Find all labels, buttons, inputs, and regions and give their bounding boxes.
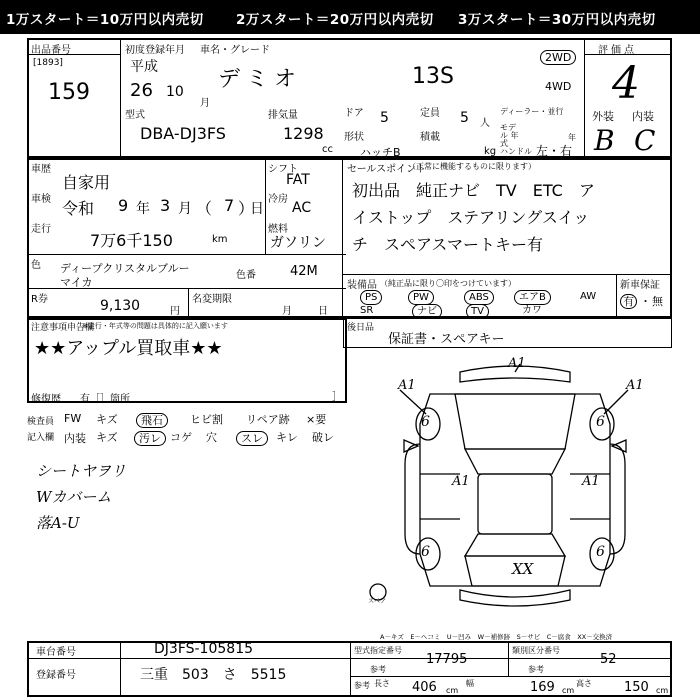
equipment-item: PS [360, 290, 382, 305]
inspector-row1-prefix: FW [64, 412, 82, 425]
inspector-item: ×要 [306, 413, 327, 426]
auction-header-banner [0, 0, 700, 34]
height-unit: cm [656, 686, 669, 695]
reg-month: 10 [166, 84, 184, 100]
height-label: 高さ [576, 679, 592, 688]
tire-mark-rear-left: 6 [421, 544, 430, 560]
repair-history-end: ］箇所 [100, 394, 130, 405]
shift-value: FAT [286, 172, 310, 188]
inspection-day-unit: 日 [250, 201, 264, 217]
drive-2wd: 2WD [540, 50, 576, 65]
options-label: 後日品 [347, 323, 375, 333]
width-value: 169 [530, 680, 555, 695]
fuel-value: ガソリン [270, 235, 326, 251]
car-name-label: 車名・グレード [200, 45, 270, 56]
exterior-label: 外装 [592, 110, 614, 123]
shape-value: ハッチB [360, 146, 401, 159]
start-rule-3: 3万スタート＝30万円以内売切 [458, 12, 656, 28]
chassis-label: 車台番号 [36, 647, 76, 658]
damage-mark-left-door: A1 [452, 474, 470, 489]
equipment-item: ABS [464, 290, 494, 305]
usage-label: 車歴 [31, 164, 51, 175]
start-rule-2: 2万スタート＝20万円以内売切 [236, 12, 434, 28]
equipment-note: （純正品に限り〇印をつけています） [380, 279, 516, 288]
sales-point-line-3: チ スペアスマートキー有 [352, 235, 544, 254]
repair-history-close: ］ [332, 392, 342, 403]
sales-point-line-2: イストップ ステアリングスイッ [352, 208, 590, 227]
tire-mark-rear-right: 6 [596, 544, 605, 560]
title-change-day-unit: 日 [318, 306, 328, 317]
width-unit: cm [562, 686, 575, 695]
color-code: 42M [290, 264, 318, 279]
inspector-item: キズ [96, 413, 118, 426]
model-label: 型式 [125, 110, 145, 121]
fuel-label: 燃料 [268, 224, 288, 235]
model-no-value: 17795 [426, 652, 468, 667]
category-no-ref: 参考 [528, 665, 544, 674]
model-no-label: 型式指定番号 [354, 646, 402, 655]
inspection-day: 7 [224, 196, 235, 215]
inspector-item: スレ [236, 431, 268, 446]
sales-point-line-1: 初出品 純正ナビ TV ETC ア [352, 181, 595, 200]
equipment-item: エアB [514, 290, 551, 305]
inspector-item: 破レ [312, 431, 334, 444]
length-value: 406 [412, 680, 437, 695]
repair-history-label: 修復歴 [31, 394, 61, 405]
inspection-year-unit: 年 [136, 201, 150, 217]
lot-label: 出品番号 [31, 45, 71, 56]
engine-unit: cc [322, 144, 333, 155]
handwritten-note-3: 落A-U [36, 514, 80, 532]
mileage-unit: km [212, 234, 228, 245]
title-change-month-unit: 月 [282, 306, 292, 317]
interior-grade: C [634, 124, 656, 157]
reg-era: 平成 [130, 59, 158, 75]
car-damage-diagram [360, 354, 670, 618]
color-code-label: 色番 [236, 270, 256, 281]
reg-year: 26 [130, 80, 153, 101]
damage-mark-top: A1 [508, 356, 526, 371]
warranty-none: 無 [652, 295, 663, 308]
color-name: ディープクリスタルブルー [60, 262, 190, 275]
plate-label: 登録番号 [36, 670, 76, 681]
spare-label: スペア [368, 598, 387, 605]
lot-number: 159 [48, 80, 90, 105]
ac-label: 冷房 [268, 194, 288, 205]
warranty-label: 新車保証 [620, 280, 660, 291]
car-name: デミオ [218, 67, 303, 92]
inspector-item: ヒビ割 [190, 413, 223, 426]
model-year-label: モデル 年式 [500, 123, 519, 148]
width-label: 幅 [466, 679, 474, 688]
model-value: DBA-DJ3FS [140, 124, 226, 143]
equipment-item: ナビ [412, 304, 442, 319]
model-no-ref: 参考 [370, 665, 386, 674]
load-label: 積載 [420, 132, 440, 143]
inspection-era: 令和 [62, 199, 95, 218]
mileage-value: 7万6千150 [90, 231, 173, 250]
handwritten-note-2: Wカバーム [36, 488, 112, 506]
inspection-label: 車検 [31, 194, 51, 205]
inspector-item: コゲ [170, 431, 192, 444]
warranty-separator: ・ [640, 295, 651, 308]
exterior-grade: B [594, 124, 615, 157]
dealer-label: ディーラー・並行 [500, 107, 564, 116]
category-no-label: 類別区分番号 [512, 646, 560, 655]
equipment-item: TV [466, 304, 489, 319]
notes-small: ※走行・年式等の問題は具体的に記入願います [82, 322, 228, 330]
equipment-label: 装備品 [347, 280, 377, 291]
chassis-value: DJ3FS-105815 [154, 641, 254, 657]
sales-point-label: セールスポイント [347, 164, 427, 175]
capacity-unit: 人 [480, 118, 490, 129]
plate-value: 三重 503 さ 5515 [140, 667, 287, 683]
title-change-label: 名変期限 [192, 294, 232, 305]
shift-label: シフト [268, 164, 298, 175]
score-value: 4 [612, 58, 640, 109]
ac-value: AC [292, 200, 312, 216]
reg-month-unit: 月 [200, 98, 210, 109]
inspection-month: 3 [160, 196, 171, 215]
inspector-item: 飛石 [136, 413, 168, 428]
equipment-item: AW [580, 291, 597, 302]
inspector-item: 汚レ [134, 431, 166, 446]
handle-value: 左・右 [536, 144, 573, 158]
color-label: 色 [31, 260, 41, 271]
capacity-value: 5 [460, 110, 469, 126]
handle-label: ハンドル [500, 147, 532, 156]
tire-mark-front-left: 6 [421, 414, 430, 430]
capacity-label: 定員 [420, 108, 440, 119]
engine-value: 1298 [283, 124, 324, 143]
inspector-item: キレ [276, 431, 298, 444]
model-year-unit: 年 [568, 133, 576, 142]
inspection-month-unit: 月 [178, 201, 192, 217]
equipment-item: SR [360, 305, 374, 316]
drive-4wd: 4WD [545, 80, 572, 93]
shape-label: 形状 [344, 132, 364, 143]
recycle-unit: 円 [170, 306, 180, 317]
recycle-value: 9,130 [100, 298, 141, 314]
warranty-has: 有 [620, 294, 637, 309]
damage-legend: A－キズ E－ヘコミ U－凹み W－補修跡 S－サビ C－腐食 XX－交換済 [380, 633, 613, 641]
doors-label: ドア [344, 108, 364, 119]
height-value: 150 [624, 680, 649, 695]
doors-value: 5 [380, 110, 389, 126]
usage-value: 自家用 [62, 173, 111, 192]
inspector-item: キズ [96, 431, 118, 444]
equipment-item: カワ [522, 305, 542, 316]
inspector-item: リペア跡 [246, 413, 290, 426]
recycle-label: R券 [31, 294, 48, 305]
inspector-row2-prefix: 内装 [64, 432, 86, 445]
repair-history-value: 有［ [80, 394, 100, 405]
first-reg-label: 初度登録年月 [125, 45, 185, 56]
lot-code: [1893] [33, 58, 63, 68]
damage-mark-front-right: A1 [626, 378, 644, 393]
length-unit: cm [446, 686, 459, 695]
inspector-label-2: 記入欄 [27, 433, 55, 443]
car-grade: 13S [412, 64, 454, 89]
start-rule-1: 1万スタート＝10万円以内売切 [6, 12, 204, 28]
engine-label: 排気量 [268, 110, 298, 121]
color-name-2: マイカ [60, 276, 93, 289]
load-unit: kg [484, 146, 497, 157]
tire-mark-front-right: 6 [596, 414, 605, 430]
sales-point-note: （正常に機能するものに限ります） [408, 162, 536, 171]
length-ref: 参考 [354, 681, 370, 690]
handwritten-note-1: シートヤヲリ [36, 462, 127, 480]
inspection-year: 9 [118, 196, 129, 215]
score-label: 評価点 [598, 45, 637, 56]
category-no-value: 52 [600, 652, 617, 667]
inspector-item: 穴 [206, 431, 217, 444]
notes-label: 注意事項申告欄 [31, 323, 95, 333]
mileage-label: 走行 [31, 224, 51, 235]
length-label: 長さ [374, 679, 390, 688]
equipment-item: PW [408, 290, 434, 305]
damage-mark-front-left: A1 [398, 378, 416, 393]
notes-value: ★★アップル買取車★★ [34, 338, 223, 359]
options-value: 保証書・スペアキー [388, 332, 505, 347]
interior-label: 内装 [632, 110, 654, 123]
replaced-mark: XX [512, 560, 534, 578]
inspector-label-1: 検査員 [27, 417, 55, 427]
damage-mark-right-door: A1 [582, 474, 600, 489]
